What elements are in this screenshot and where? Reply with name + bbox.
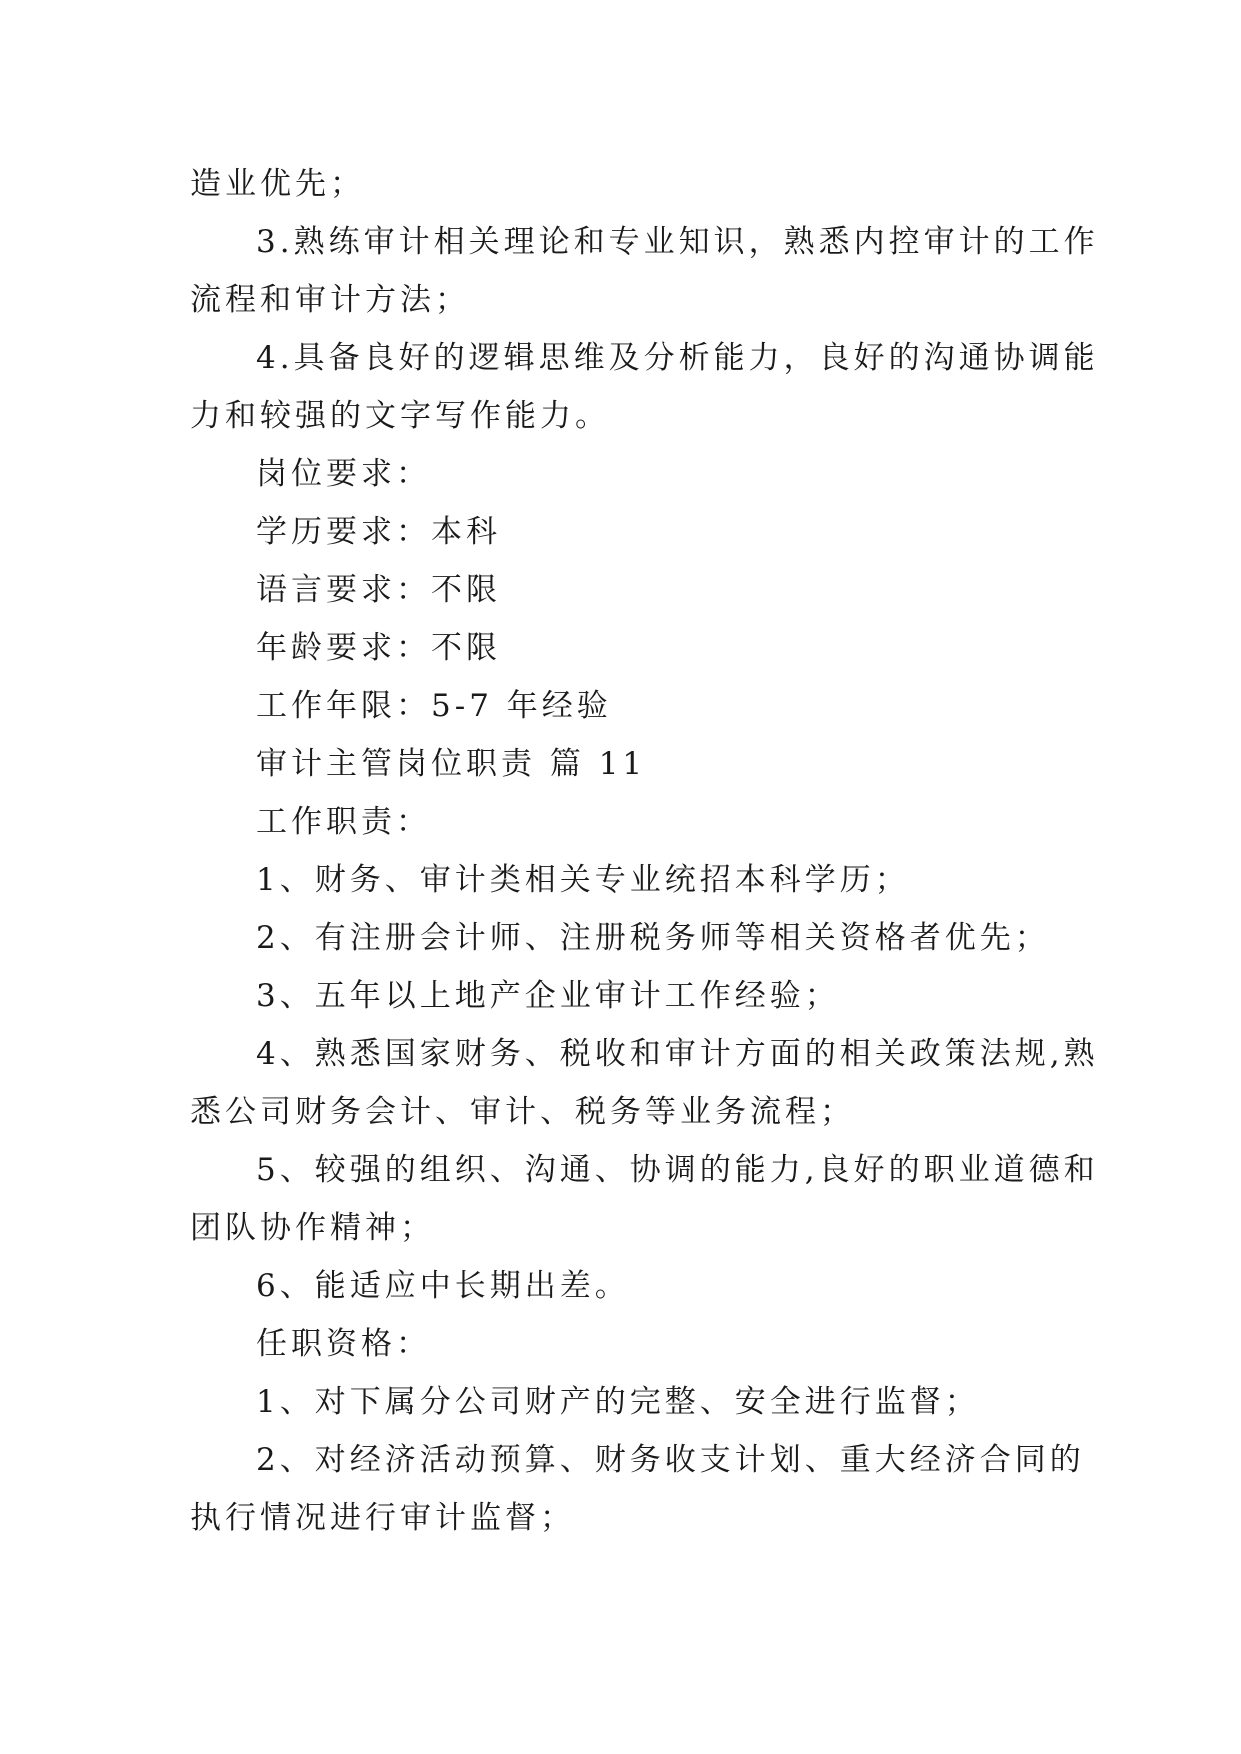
text-line: 流程和审计方法； <box>190 282 470 318</box>
text-line: 造业优先； <box>190 166 365 202</box>
text-line: 3、五年以上地产企业审计工作经验； <box>256 978 840 1014</box>
text-line: 团队协作精神； <box>190 1210 435 1246</box>
text-line: 年龄要求：不限 <box>256 630 501 666</box>
text-line: 1、财务、审计类相关专业统招本科学历； <box>256 862 910 898</box>
text-line: 2、有注册会计师、注册税务师等相关资格者优先； <box>256 920 1050 956</box>
article-title: 审计主管岗位职责 篇 11 <box>256 746 647 782</box>
text-line: 4.具备良好的逻辑思维及分析能力，良好的沟通协调能 <box>256 340 1099 376</box>
text-line: 力和较强的文字写作能力。 <box>190 398 610 434</box>
text-line: 学历要求：本科 <box>256 514 501 550</box>
text-line: 2、对经济活动预算、财务收支计划、重大经济合同的 <box>256 1442 1085 1478</box>
text-line: 5、较强的组织、沟通、协调的能力,良好的职业道德和 <box>256 1152 1099 1188</box>
text-line: 3.熟练审计相关理论和专业知识，熟悉内控审计的工作 <box>256 224 1099 260</box>
text-line: 6、能适应中长期出差。 <box>256 1268 630 1304</box>
text-line: 工作年限：5-7 年经验 <box>256 688 612 724</box>
section-heading: 工作职责： <box>256 804 431 840</box>
section-heading: 任职资格： <box>256 1326 431 1362</box>
text-line: 1、对下属分公司财产的完整、安全进行监督； <box>256 1384 980 1420</box>
text-line: 悉公司财务会计、审计、税务等业务流程； <box>190 1094 855 1130</box>
text-line: 4、熟悉国家财务、税收和审计方面的相关政策法规,熟 <box>256 1036 1099 1072</box>
text-line: 执行情况进行审计监督； <box>190 1500 575 1536</box>
section-heading: 岗位要求： <box>256 456 431 492</box>
text-line: 语言要求：不限 <box>256 572 501 608</box>
